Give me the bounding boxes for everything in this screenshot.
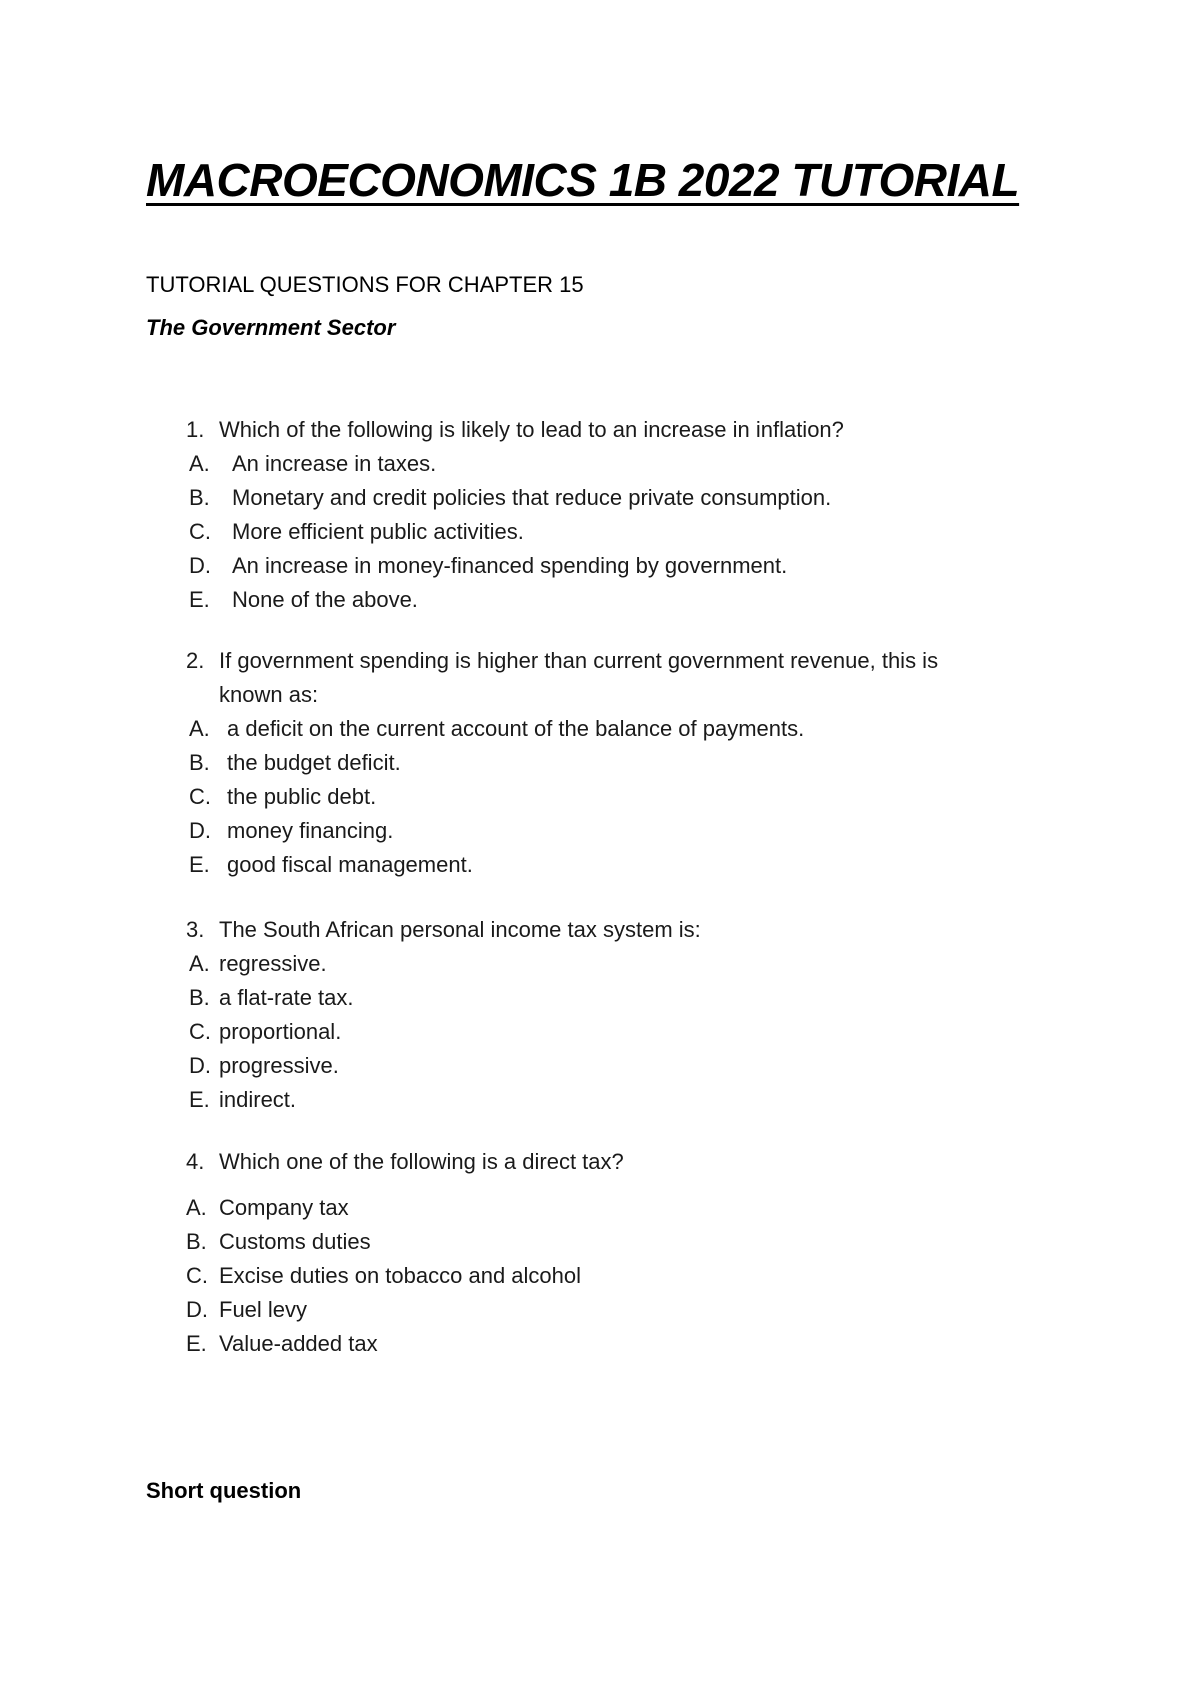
option-letter: A. (186, 1195, 207, 1220)
option-text: Monetary and credit policies that reduce private consumption. (232, 485, 832, 510)
option-text: Customs duties (219, 1229, 371, 1254)
option-text: proportional. (219, 1019, 342, 1044)
question-text: Which one of the following is a direct tax? (219, 1149, 624, 1174)
option-letter: C. (189, 784, 211, 809)
option-text: Company tax (219, 1195, 349, 1220)
option-text: More efficient public activities. (232, 519, 524, 544)
option-letter: C. (186, 1263, 208, 1288)
option-text: regressive. (219, 951, 327, 976)
option-text: Fuel levy (219, 1297, 308, 1322)
question-text-continued: known as: (219, 682, 319, 707)
question-text: The South African personal income tax system is: (219, 917, 701, 942)
option-text: good fiscal management. (227, 852, 473, 877)
section-title: The Government Sector (146, 315, 396, 340)
option-letter: C. (189, 1019, 211, 1044)
question-number: 3. (186, 917, 205, 942)
option-letter: E. (189, 852, 210, 877)
option-letter: B. (189, 485, 210, 510)
question-text: If government spending is higher than current government revenue, this is (219, 648, 939, 673)
chapter-heading: TUTORIAL QUESTIONS FOR CHAPTER 15 (146, 272, 584, 297)
option-letter: A. (189, 951, 210, 976)
option-letter: E. (186, 1331, 207, 1356)
option-letter: C. (189, 519, 211, 544)
option-text: progressive. (219, 1053, 339, 1078)
question-number: 4. (186, 1149, 205, 1174)
question-number: 2. (186, 648, 205, 673)
option-letter: E. (189, 1087, 210, 1112)
option-text: None of the above. (232, 587, 418, 612)
short-question-heading: Short question (146, 1478, 302, 1503)
option-text: a flat-rate tax. (219, 985, 354, 1010)
option-text: a deficit on the current account of the balance of payments. (227, 716, 805, 741)
option-letter: B. (186, 1229, 207, 1254)
option-text: indirect. (219, 1087, 297, 1112)
question-number: 1. (186, 417, 205, 442)
option-letter: D. (186, 1297, 208, 1322)
option-letter: E. (189, 587, 210, 612)
option-text: Value-added tax (219, 1331, 378, 1356)
option-letter: D. (189, 818, 211, 843)
option-text: the budget deficit. (227, 750, 401, 775)
option-text: An increase in money-financed spending by government. (232, 553, 788, 578)
option-letter: A. (189, 716, 210, 741)
option-letter: B. (189, 985, 210, 1010)
document-title: MACROECONOMICS 1B 2022 TUTORIAL (146, 154, 1020, 206)
question-text: Which of the following is likely to lead to an increase in inflation? (219, 417, 844, 442)
option-text: An increase in taxes. (232, 451, 437, 476)
option-letter: B. (189, 750, 210, 775)
option-letter: D. (189, 553, 211, 578)
option-text: the public debt. (227, 784, 377, 809)
option-text: Excise duties on tobacco and alcohol (219, 1263, 582, 1288)
option-letter: A. (189, 451, 210, 476)
option-letter: D. (189, 1053, 211, 1078)
option-text: money financing. (227, 818, 394, 843)
